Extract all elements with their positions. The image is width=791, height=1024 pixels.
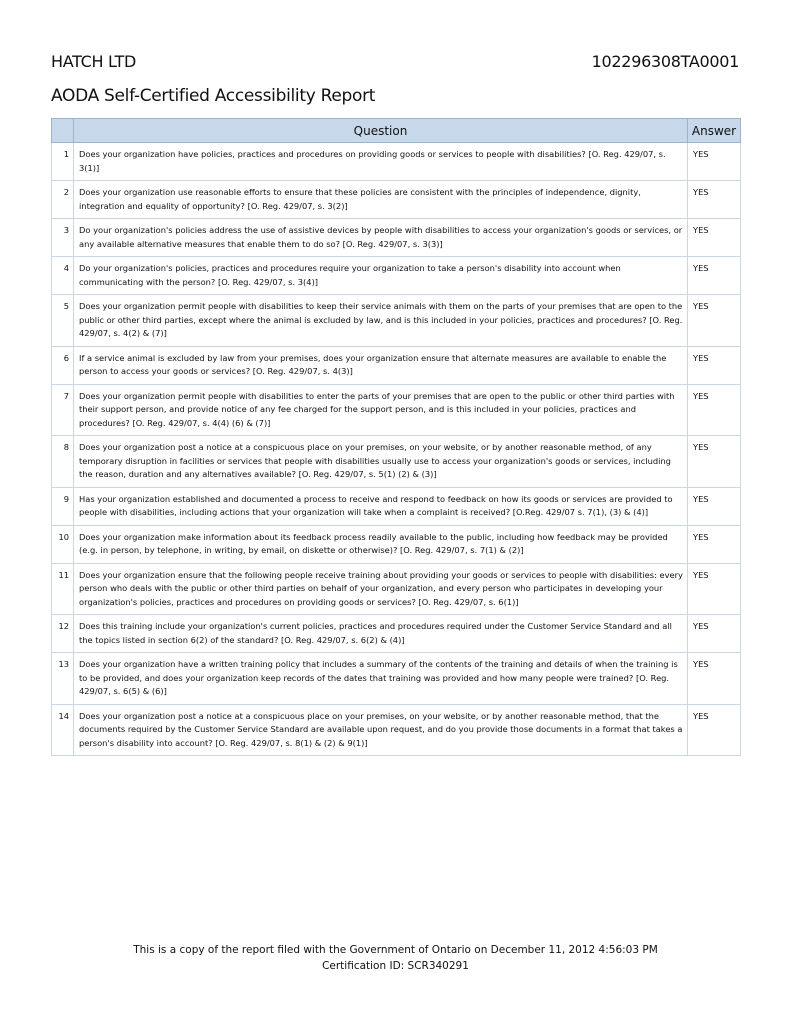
answer-text: YES [688, 615, 741, 653]
question-text: Do your organization's policies, practices and procedures require your organization to take a person's disability into account when communicating with the person? [O. Reg. 429/07, s. 3(4)] [74, 257, 688, 295]
row-number: 3 [52, 219, 74, 257]
question-text: Does your organization post a notice at a conspicuous place on your premises, on your website, or by another reasonable method, of any temporary disruption in facilities or services that people with disabilities usually use to access your organization's goods or services, including the reason, duration and any alternatives available? [O. Reg. 429/07, s. 5(1) (2) & (3)] [74, 436, 688, 488]
question-text: Does your organization have policies, practices and procedures on providing goods or services to people with disabilities? [O. Reg. 429/07, s. 3(1)] [74, 143, 688, 181]
answer-text: YES [688, 346, 741, 384]
question-column-header: Question [74, 119, 688, 143]
table-row [52, 653, 741, 705]
document-header [51, 52, 739, 71]
footer [0, 942, 791, 974]
question-text: If a service animal is excluded by law from your premises, does your organization ensure that alternate measures are available to enable the person to access your goods or services? [O. Reg. 429/07, s. 4(3)] [74, 346, 688, 384]
answer-text: YES [688, 384, 741, 436]
table-row [52, 295, 741, 347]
table-row [52, 384, 741, 436]
row-number: 1 [52, 143, 74, 181]
answer-text: YES [688, 487, 741, 525]
question-text: Does this training include your organization's current policies, practices and procedures required under the Customer Service Standard and all the topics listed in section 6(2) of the standard? [O. Reg. 429/07, s. 6(2) & (4)] [74, 615, 688, 653]
answer-text: YES [688, 653, 741, 705]
answer-text: YES [688, 295, 741, 347]
answer-text: YES [688, 219, 741, 257]
answer-text: YES [688, 143, 741, 181]
answer-column-header: Answer [688, 119, 741, 143]
table-row [52, 181, 741, 219]
answer-text: YES [688, 525, 741, 563]
question-text: Has your organization established and documented a process to receive and respond to feedback on how its goods or services are provided to people with disabilities, including actions that your organization will take when a complaint is received? [O.Reg. 429/07 s. 7(1), (3) & (4)] [74, 487, 688, 525]
company-name: HATCH LTD [51, 52, 136, 71]
row-number: 9 [52, 487, 74, 525]
row-number: 12 [52, 615, 74, 653]
questions-table-body [52, 143, 741, 756]
answer-text: YES [688, 436, 741, 488]
row-number: 11 [52, 563, 74, 615]
question-text: Does your organization post a notice at a conspicuous place on your premises, on your website, or by another reasonable method, that the documents required by the Customer Service Standard are available upon request, and do you provide those documents in a format that takes a person's disability into account? [O. Reg. 429/07, s. 8(1) & (2) & 9(1)] [74, 704, 688, 756]
table-row [52, 436, 741, 488]
report-id: 102296308TA0001 [591, 52, 739, 71]
question-text: Does your organization have a written training policy that includes a summary of the contents of the training and details of when the training is to be provided, and does your organization keep records of the dates that training was provided and how many people were trained? [O. Reg. 429/07, s. 6(5) & (6)] [74, 653, 688, 705]
row-number: 6 [52, 346, 74, 384]
table-row [52, 143, 741, 181]
row-number: 13 [52, 653, 74, 705]
row-number: 5 [52, 295, 74, 347]
table-header-row [52, 119, 741, 143]
table-row [52, 563, 741, 615]
questions-table [51, 118, 741, 756]
table-row [52, 346, 741, 384]
table-row [52, 704, 741, 756]
question-text: Does your organization permit people with disabilities to enter the parts of your premises that are open to the public or other third parties with their support person, and provide notice of any fee charged for the support person, and is this included in your policies, practices and procedures? [O. Reg. 429/07, s. 4(4) (6) & (7)] [74, 384, 688, 436]
answer-text: YES [688, 181, 741, 219]
question-text: Does your organization make information about its feedback process readily available to the public, including how feedback may be provided (e.g. in person, by telephone, in writing, by email, on diskette or otherwise)? [O. Reg. 429/07, s. 7(1) & (2)] [74, 525, 688, 563]
table-row [52, 615, 741, 653]
question-text: Does your organization permit people with disabilities to keep their service animals with them on the parts of your premises that are open to the public or other third parties, except where the animal is excluded by law, and is this included in your policies, practices and procedures? [O. Reg. 429/07, s. 4(2) & (7)] [74, 295, 688, 347]
row-number: 7 [52, 384, 74, 436]
table-row [52, 487, 741, 525]
answer-text: YES [688, 704, 741, 756]
row-number: 10 [52, 525, 74, 563]
row-number: 2 [52, 181, 74, 219]
question-text: Do your organization's policies address the use of assistive devices by people with disabilities to access your organization's goods or services, or any available alternative measures that enable them to do so? [O. Reg. 429/07, s. 3(3)] [74, 219, 688, 257]
answer-text: YES [688, 563, 741, 615]
question-text: Does your organization ensure that the following people receive training about providing your goods or services to people with disabilities: every person who deals with the public or other third parties on behalf of your organization, and every person who participates in developing your organization's policies, practices and procedures on providing goods or services? [O. Reg. 429/07, s. 6(1)] [74, 563, 688, 615]
table-row [52, 219, 741, 257]
question-text: Does your organization use reasonable efforts to ensure that these policies are consistent with the principles of independence, dignity, integration and equality of opportunity? [O. Reg. 429/07, s. 3(2)] [74, 181, 688, 219]
answer-text: YES [688, 257, 741, 295]
row-number: 14 [52, 704, 74, 756]
report-title: AODA Self-Certified Accessibility Report [51, 86, 376, 106]
table-row [52, 525, 741, 563]
number-column-header [52, 119, 74, 143]
filing-statement: This is a copy of the report filed with the Government of Ontario on December 11, 2012 4:56:03 PM [133, 944, 658, 956]
row-number: 4 [52, 257, 74, 295]
row-number: 8 [52, 436, 74, 488]
table-row [52, 257, 741, 295]
certification-id: Certification ID: SCR340291 [322, 960, 469, 972]
